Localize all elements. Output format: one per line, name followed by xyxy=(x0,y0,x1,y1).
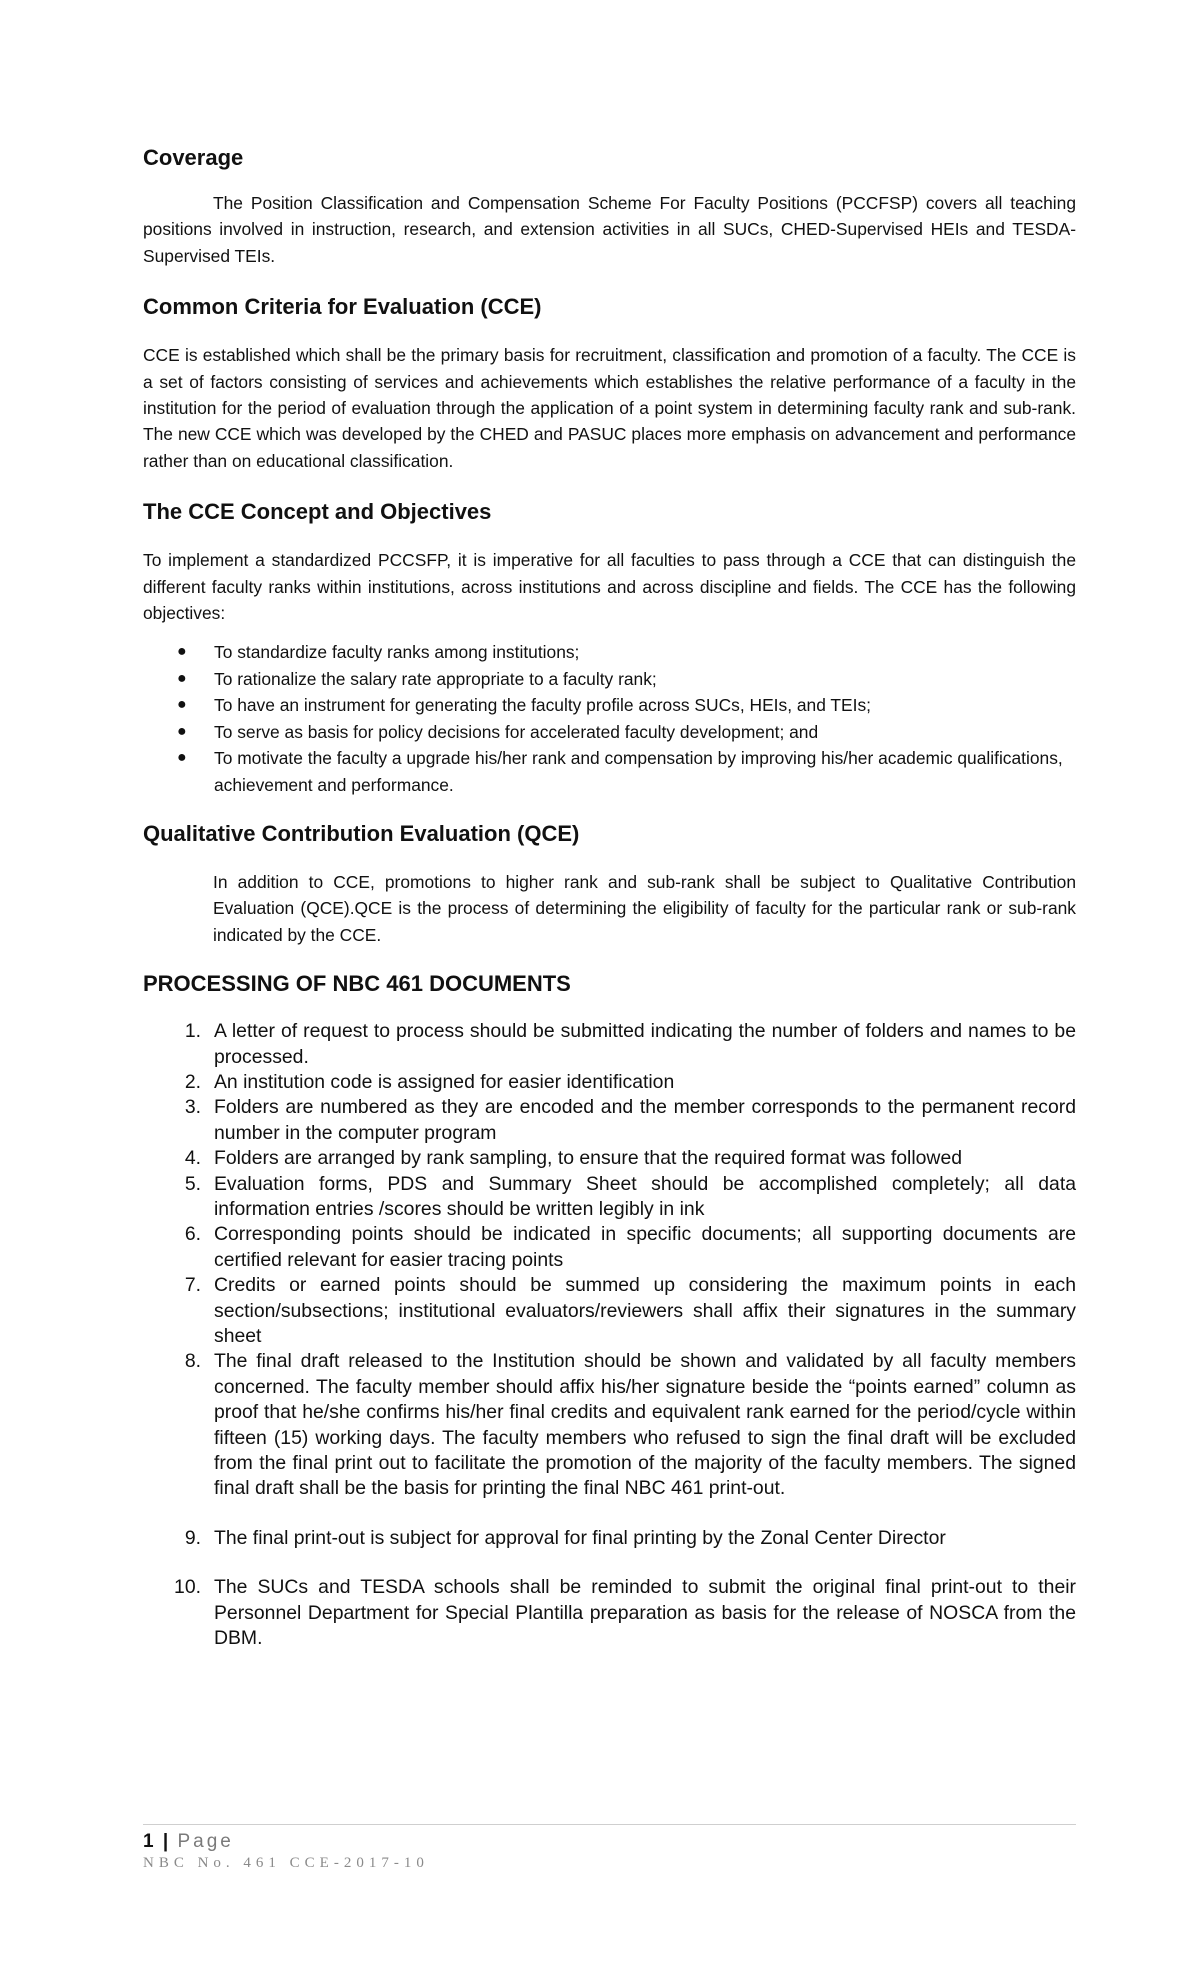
objective-text: To serve as basis for policy decisions for accelerated faculty development; and xyxy=(214,721,819,742)
qce-heading: Qualitative Contribution Evaluation (QCE) xyxy=(143,820,580,846)
step-text: Evaluation forms, PDS and Summary Sheet should be accomplished completely; all data information entries /scores should be written legibly in ink xyxy=(214,1172,1076,1220)
step-number: 10. xyxy=(174,1576,201,1599)
objective-text: To have an instrument for generating the faculty profile across SUCs, HEIs, and TEIs; xyxy=(214,695,871,716)
step-text: Folders are numbered as they are encoded and the member corresponds to the permanent record number in the computer program xyxy=(214,1096,1076,1144)
objective-text: To rationalize the salary rate appropriate to a faculty rank; xyxy=(214,668,657,689)
list-item xyxy=(143,1349,1076,1501)
bullet-icon: ● xyxy=(177,722,187,740)
document-code: NBC No. 461 CCE-2017-10 xyxy=(143,1855,429,1871)
list-item xyxy=(143,1070,1076,1095)
coverage-heading: Coverage xyxy=(143,145,244,170)
concept-heading: The CCE Concept and Objectives xyxy=(143,499,492,525)
list-item xyxy=(143,719,1076,745)
list-item xyxy=(143,1222,1076,1273)
list-item xyxy=(143,639,1076,665)
page-separator: | xyxy=(162,1831,169,1852)
step-text: Folders are arranged by rank sampling, to ensure that the required format was followed xyxy=(214,1147,963,1170)
list-item xyxy=(143,666,1076,692)
page-number: 1 xyxy=(143,1831,154,1852)
qce-paragraph: In addition to CCE, promotions to higher rank and sub-rank shall be subject to Qualitative Contribution Evaluation (QCE).QCE is the process of determining the eligibility of faculty for the particular rank or sub-rank indicated by the CCE. xyxy=(213,871,1076,945)
list-item xyxy=(143,1146,1076,1171)
step-number: 3. xyxy=(184,1096,201,1119)
bullet-icon: ● xyxy=(177,643,187,661)
list-item xyxy=(143,1095,1076,1146)
objective-text: To motivate the faculty a upgrade his/her rank and compensation by improving his/her academic qualifications, achievement and performance. xyxy=(214,748,1063,795)
step-number: 9. xyxy=(184,1526,201,1549)
step-text: The final draft released to the Institution should be shown and validated by all faculty members concerned. The faculty member should affix his/her signature beside the “points earned” column as proof that he/she confirms his/her final credits and equivalent rank earned for the period/cycle within fifteen (15) working days. The faculty members who refused to sign the final draft will be excluded from the final print out to facilitate the promotion of the majority of the faculty members. The signed final draft shall be the basis for printing the final NBC 461 print-out. xyxy=(214,1350,1076,1500)
bullet-icon: ● xyxy=(177,669,187,687)
step-text: The final print-out is subject for approval for final printing by the Zonal Center Director xyxy=(214,1526,946,1549)
list-item xyxy=(143,1019,1076,1070)
bullet-icon: ● xyxy=(177,696,187,714)
list-item xyxy=(143,1172,1076,1223)
coverage-paragraph: The Position Classification and Compensation Scheme For Faculty Positions (PCCFSP) covers all teaching positions involved in instruction, research, and extension activities in all SUCs, CHED-Supervised HEIs and TESDA-Supervised TEIs. xyxy=(143,193,1076,266)
processing-heading: PROCESSING OF NBC 461 DOCUMENTS xyxy=(143,971,571,997)
step-number: 2. xyxy=(184,1070,201,1093)
list-item xyxy=(143,1575,1076,1651)
processing-steps-list xyxy=(143,1019,1076,1651)
step-number: 5. xyxy=(184,1172,201,1195)
cce-paragraph: CCE is established which shall be the primary basis for recruitment, classification and promotion of a faculty. The CCE is a set of factors consisting of services and achievements which establishes the relative performance of a faculty in the institution for the period of evaluation through the application of a point system in determining faculty rank and sub-rank. The new CCE which was developed by the CHED and PASUC places more emphasis on advancement and performance rather than on educational classification. xyxy=(143,345,1076,471)
step-text: An institution code is assigned for easier identification xyxy=(214,1070,675,1093)
page-content xyxy=(143,140,1076,1651)
step-text: Corresponding points should be indicated in specific documents; all supporting documents are certified relevant for easier tracing points xyxy=(214,1223,1076,1271)
page-number-label xyxy=(143,1831,1076,1853)
footer-divider xyxy=(143,1824,1076,1825)
bullet-icon: ● xyxy=(177,749,187,767)
step-number: 8. xyxy=(184,1350,201,1373)
step-number: 4. xyxy=(184,1147,201,1170)
list-item xyxy=(143,745,1076,798)
page-word: Page xyxy=(177,1831,234,1852)
list-item xyxy=(143,1526,1076,1551)
step-number: 1. xyxy=(184,1020,201,1043)
step-number: 6. xyxy=(184,1223,201,1246)
concept-paragraph: To implement a standardized PCCSFP, it is imperative for all faculties to pass through a CCE that can distinguish the different faculty ranks within institutions, across institutions and across discipline and fields. The CCE has the following objectives: xyxy=(143,550,1076,624)
objective-text: To standardize faculty ranks among institutions; xyxy=(214,642,580,663)
step-text: The SUCs and TESDA schools shall be reminded to submit the original final print-out to their Personnel Department for Special Plantilla preparation as basis for the release of NOSCA from the DBM. xyxy=(214,1576,1076,1650)
step-text: Credits or earned points should be summed up considering the maximum points in each section/subsections; institutional evaluators/reviewers shall affix their signatures in the summary sheet xyxy=(214,1274,1076,1347)
step-text: A letter of request to process should be submitted indicating the number of folders and names to be processed. xyxy=(214,1020,1076,1068)
step-number: 7. xyxy=(184,1274,201,1297)
page-footer xyxy=(143,1824,1076,1872)
list-item xyxy=(143,692,1076,718)
objectives-list xyxy=(143,639,1076,797)
list-item xyxy=(143,1273,1076,1349)
cce-heading: Common Criteria for Evaluation (CCE) xyxy=(143,294,542,320)
